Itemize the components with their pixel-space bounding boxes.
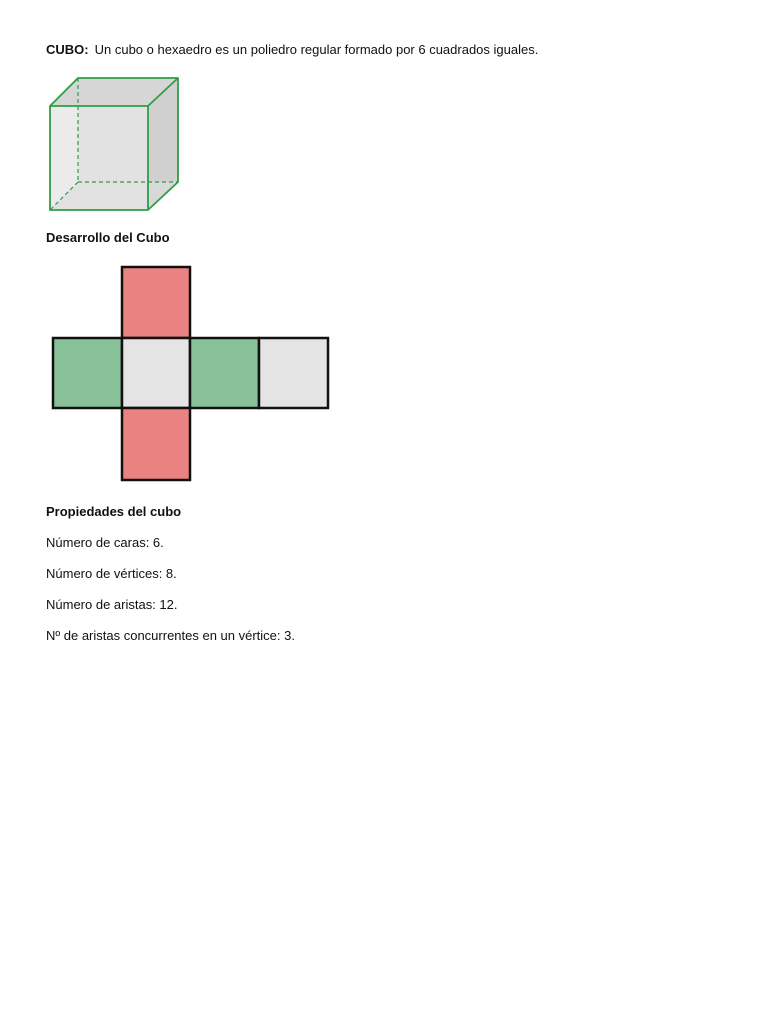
- net-title: Desarrollo del Cubo: [46, 230, 170, 245]
- property-faces: Número de caras: 6.: [46, 535, 164, 550]
- net-face-center: [122, 338, 190, 408]
- property-edges: Número de aristas: 12.: [46, 597, 178, 612]
- cube-illustration: [44, 72, 184, 218]
- net-face-right: [190, 338, 259, 408]
- intro-definition: [46, 42, 538, 58]
- property-vertices: Número de vértices: 8.: [46, 566, 177, 581]
- net-face-top: [122, 267, 190, 338]
- cube-net: [50, 264, 332, 484]
- net-face-bottom: [122, 408, 190, 480]
- net-face-left: [53, 338, 122, 408]
- intro-text: Un cubo o hexaedro es un poliedro regular formado por 6 cuadrados iguales.: [94, 42, 539, 57]
- intro-term: CUBO:: [46, 42, 89, 57]
- cube-front-face: [50, 106, 148, 210]
- property-concurrent-edges: Nº de aristas concurrentes en un vértice: 3.: [46, 628, 295, 643]
- properties-title: Propiedades del cubo: [46, 504, 182, 519]
- net-face-far-right: [259, 338, 328, 408]
